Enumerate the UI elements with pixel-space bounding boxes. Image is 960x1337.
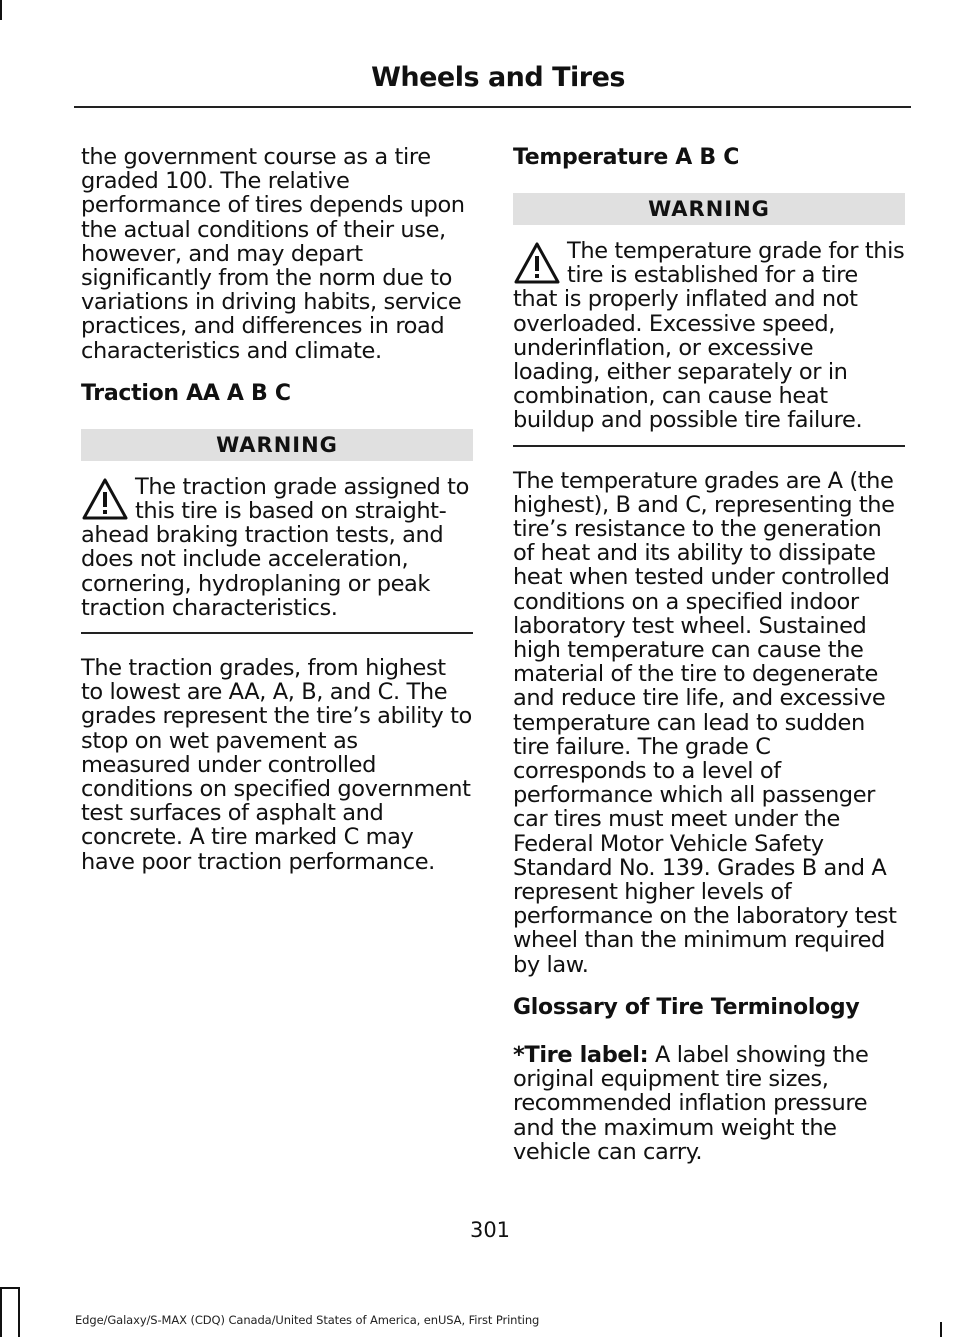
glossary-definition: A label showing the original equipment tire sizes, recommended inflation pressure and the maximum weight the vehicle can carry.	[513, 1041, 869, 1165]
header-rule	[74, 106, 911, 108]
traction-body: The traction grades, from highest to lowest are AA, A, B, and C. The grades represent the tire’s ability to stop on wet pavement as measured under controlled conditions on specified government test surfaces of asphalt and concrete. A tire marked C may have poor traction performance.	[81, 655, 472, 875]
intro-paragraph: the government course as a tire graded 100. The relative performance of tires depends upon the actual conditions of their use, however, and may depart significantly from the norm due to variations in driving habits, service practices, and differences in road characteristics and climate.	[81, 144, 465, 364]
temperature-warning	[513, 239, 905, 433]
left-column	[81, 145, 473, 892]
traction-heading: Traction AA A B C	[81, 380, 291, 406]
temperature-warning-text: The temperature grade for this tire is established for a tire that is properly inflated and not overloaded. Excessive speed, underinflation, or excessive loading, either separately or in combination, can cause heat buildup and possible tire failure.	[513, 238, 905, 434]
glossary-entry	[513, 1043, 905, 1164]
page-header-title: Wheels and Tires	[371, 62, 625, 93]
warning-triangle-icon	[513, 239, 561, 287]
crop-mark	[0, 0, 2, 20]
glossary-heading: Glossary of Tire Terminology	[513, 994, 860, 1020]
glossary-term: *Tire label:	[513, 1041, 649, 1068]
crop-mark	[940, 1322, 942, 1337]
temperature-heading: Temperature A B C	[513, 145, 740, 170]
temperature-warning-label: WARNING	[513, 193, 905, 225]
traction-warning-label: WARNING	[81, 429, 473, 461]
traction-warning-text: The traction grade assigned to this tire is based on straight-ahead braking traction tests, and does not include acceleration, cornering, hydroplaning or peak traction characteristics.	[81, 473, 469, 621]
temperature-body: The temperature grades are A (the highest), B and C, representing the tire’s resistance to the generation of heat and its ability to dissipate heat when tested under controlled conditions on a specified indoor laboratory test wheel. Sustained high temperature can cause the material of the tire to degenerate and reduce tire life, and excessive temperature can lead to sudden tire failure. The grade C corresponds to a level of performance which all passenger car tires must meet under the Federal Motor Vehicle Safety Standard No. 139. Grades B and A represent higher levels of performance on the laboratory test wheel than the minimum required by law.	[513, 467, 897, 978]
crop-mark	[0, 1287, 18, 1289]
crop-mark	[18, 1287, 20, 1337]
crop-mark	[0, 1287, 2, 1337]
warning-triangle-icon	[81, 475, 129, 523]
warning-rule	[513, 445, 905, 447]
warning-rule	[81, 632, 473, 634]
footer-text: Edge/Galaxy/S-MAX (CDQ) Canada/United States of America, enUSA, First Printing	[75, 1313, 540, 1327]
traction-warning	[81, 475, 473, 620]
right-column	[513, 145, 905, 1182]
page-number: 301	[469, 1218, 511, 1242]
